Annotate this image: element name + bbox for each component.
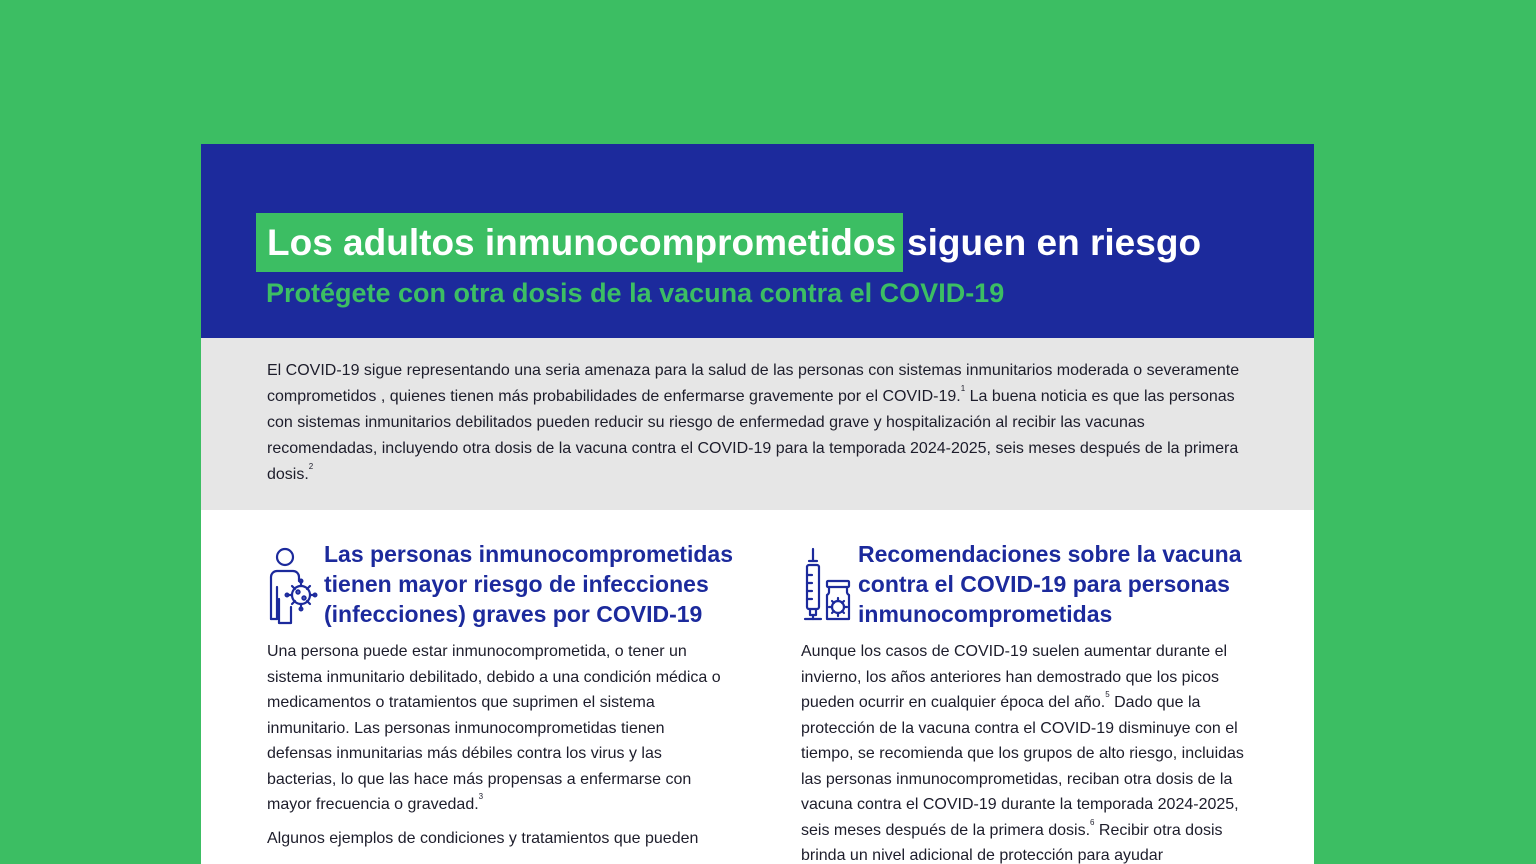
right-column-header bbox=[801, 539, 1281, 639]
footnote-ref: 6 bbox=[1090, 817, 1095, 827]
right-column-title: Recomendaciones sobre la vacuna contra el COVID-19 para personas inmunocomprometidas bbox=[858, 541, 1242, 627]
left-paragraph-1 bbox=[267, 639, 727, 818]
page-title bbox=[256, 213, 1201, 272]
right-paragraph bbox=[801, 639, 1261, 864]
footnote-ref: 3 bbox=[478, 792, 484, 801]
intro-section bbox=[201, 338, 1314, 510]
title-highlight: Los adultos inmunocomprometidos bbox=[256, 213, 903, 272]
footnote-ref: 1 bbox=[960, 384, 966, 393]
footnote-ref: 5 bbox=[1105, 690, 1110, 699]
header-banner bbox=[201, 144, 1314, 338]
intro-paragraph bbox=[267, 358, 1257, 488]
fact-sheet-document bbox=[201, 144, 1314, 864]
left-paragraph-1-text: Una persona puede estar inmunocomprometida, o tener un sistema inmunitario debilitado, debido a una condición médica o medicamentos o tratamientos que suprimen el sistema inmunitario. Las personas inmunocomprometidas tienen defensas inmunitarias más débiles contra los virus y las bacterias, lo que las hace más propensas a enfermarse con mayor frecuencia o gravedad. bbox=[267, 643, 721, 813]
intro-text: El COVID-19 sigue representando una seria amenaza para la salud de las personas con sistemas inmunitarios moderada o severamente comprometidos , quienes tienen más probabilidades de enfermarse gravemente por el COVID-19. bbox=[267, 362, 1240, 405]
right-paragraph-text-b: Dado que la protección de la vacuna contra el COVID-19 disminuye con el tiempo, se recomienda que los grupos de alto riesgo, incluidas las personas inmunocomprometidas, reciban otra dosis de la vacuna contra el COVID-19 durante la temporada 2024-2025, seis meses después de la primera dosis. bbox=[801, 694, 1244, 839]
left-paragraph-2: Algunos ejemplos de condiciones y tratamientos que pueden bbox=[267, 829, 699, 847]
right-paragraph-text-a: Aunque los casos de COVID-19 suelen aumentar durante el invierno, los años anteriores han demostrado que los picos pueden ocurrir en cualquier época del año. bbox=[801, 643, 1228, 711]
page-subtitle: Protégete con otra dosis de la vacuna contra el COVID-19 bbox=[266, 278, 1005, 308]
right-column bbox=[801, 539, 1281, 864]
title-rest: siguen en riesgo bbox=[907, 221, 1202, 263]
immunocompromised-person-icon bbox=[267, 547, 321, 632]
right-paragraph-text-c: Recibir otra dosis brinda un nivel adicional de protección para ayudar bbox=[801, 821, 1223, 864]
intro-text-continued: La buena noticia es que las personas con sistemas inmunitarios debilitados pueden reducir su riesgo de enfermedad grave y hospitalización al recibir las vacunas recomendadas, incluyendo otra dosis de la vacuna contra el COVID-19 para la temporada 2024-2025, seis meses después de la primera dosis. bbox=[267, 388, 1239, 483]
left-column-header bbox=[267, 539, 747, 639]
left-column-title: Las personas inmunocomprometidas tienen mayor riesgo de infecciones (infecciones) graves por COVID-19 bbox=[324, 541, 733, 627]
vaccine-syringe-vial-icon bbox=[801, 547, 855, 632]
left-column bbox=[267, 539, 747, 851]
footnote-ref: 2 bbox=[308, 462, 314, 471]
